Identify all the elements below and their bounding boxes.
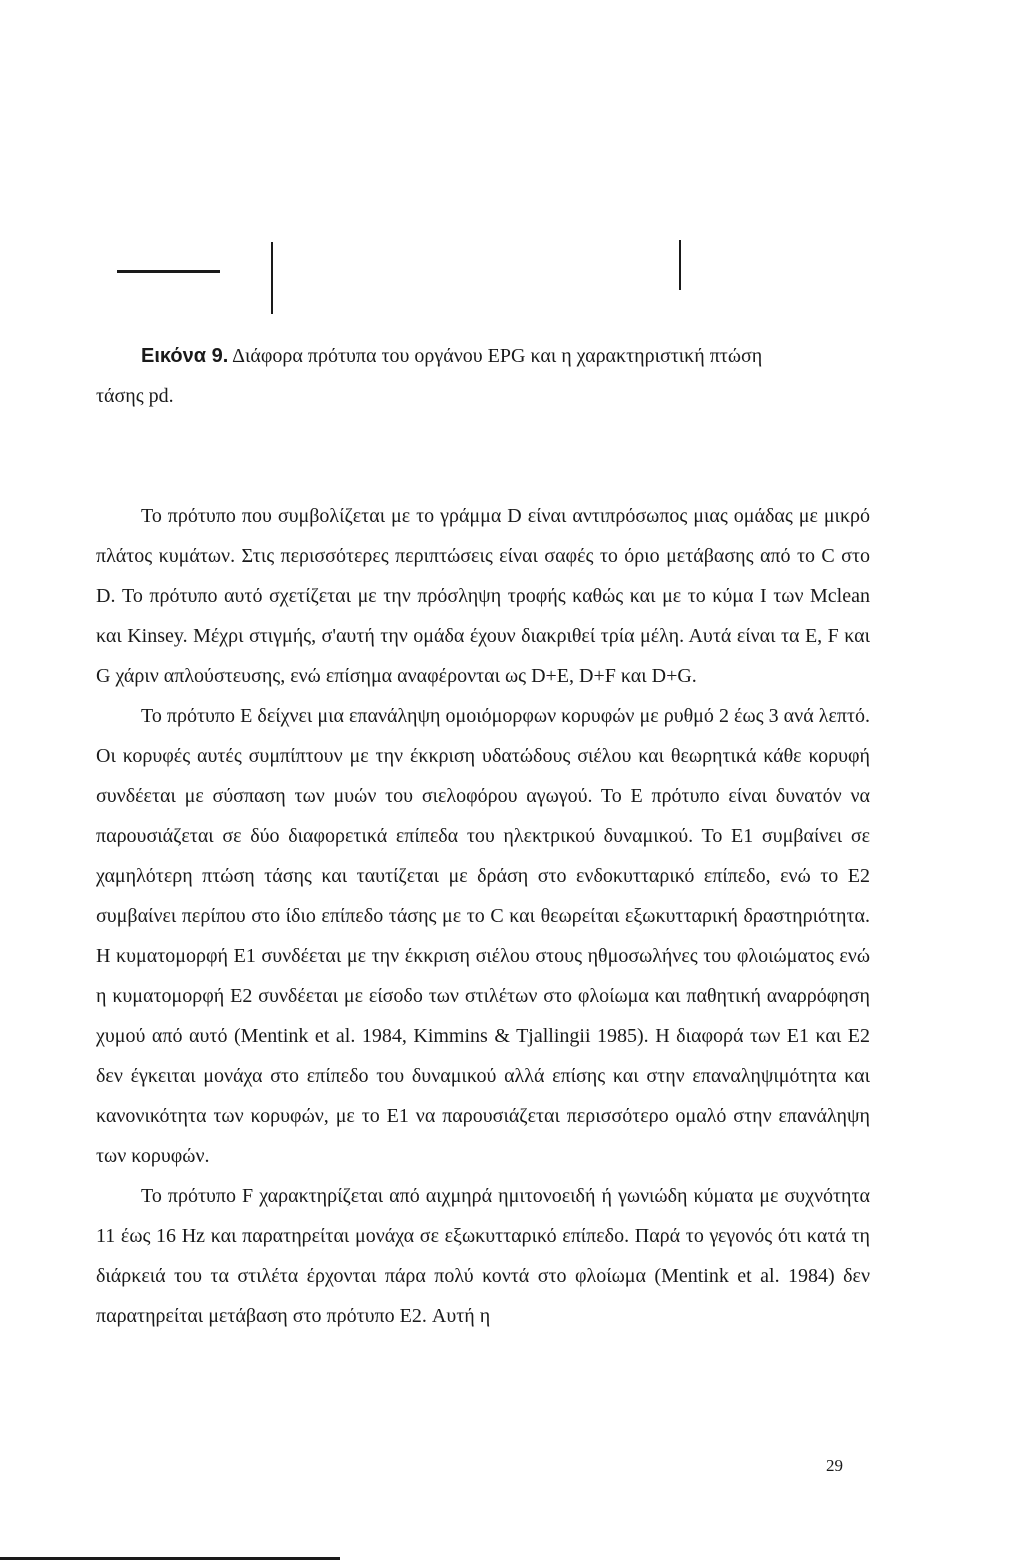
caption-first-line [96,336,870,376]
paragraph-d-pattern: Το πρότυπο που συμβολίζεται με το γράμμα D είναι αντιπρόσωπος μιας ομάδας με μικρό πλάτος κυμάτων. Στις περισσότερες περιπτώσεις είναι σαφές το όριο μετάβασης από το C στο D. Το πρότυπο αυτό σχετίζεται με την πρόσληψη τροφής καθώς και με το κύμα I των Mclean και Kinsey. Μέχρι στιγμής, σ'αυτή την ομάδα έχουν διακριθεί τρία μέλη. Αυτά είναι τα E, F και G χάριν απλούστευσης, ενώ επίσημα αναφέρονται ως D+E, D+F και D+G. [96,505,870,687]
figure-remnant-line-left [271,242,273,314]
figure-remnant-dash [117,270,220,273]
paragraph-e-pattern: Το πρότυπο E δείχνει μια επανάληψη ομοιόμορφων κορυφών με ρυθμό 2 έως 3 ανά λεπτό. Οι κορυφές αυτές συμπίπτουν με την έκκριση υδατώδους σιέλου και θεωρητικά κάθε κορυφή συνδέεται με σύσπαση των μυών του σιελοφόρου αγωγού. Το E πρότυπο είναι δυνατόν να παρουσιάζεται σε δύο διαφορετικά επίπεδα του ηλεκτρικού δυναμικού. Το E1 συμβαίνει σε χαμηλότερη πτώση τάσης και ταυτίζεται με δράση στο ενδοκυτταρικό επίπεδο, ενώ το E2 συμβαίνει περίπου στο ίδιο επίπεδο τάσης με το C και θεωρείται εξωκυτταρική δραστηριότητα. Η κυματομορφή E1 συνδέεται με την έκκριση σιέλου στους ηθμοσωλήνες του φλοιώματος ενώ η κυματομορφή E2 συνδέεται με είσοδο των στιλέτων στο φλοίωμα και παθητική αναρρόφηση χυμού από αυτό (Mentink et al. 1984, Kimmins & Tjallingii 1985). Η διαφορά των E1 και E2 δεν έγκειται μονάχα στο επίπεδο του δυναμικού αλλά επίσης και στην επαναληψιμότητα και κανονικότητα των κορυφών, με το E1 να παρουσιάζεται περισσότερο ομαλό στην επανάληψη των κορυφών. [96,705,870,1167]
figure-caption [96,336,870,416]
caption-continuation: τάσης pd. [96,385,174,407]
page-number: 29 [826,1456,843,1475]
paragraph-f-pattern: Το πρότυπο F χαρακτηρίζεται από αιχμηρά ημιτονοειδή ή γωνιώδη κύματα με συχνότητα 11 έως 16 Hz και παρατηρείται μονάχα σε εξωκυτταρικό επίπεδο. Παρά το γεγονός ότι κατά τη διάρκειά του τα στιλέτα έρχονται πάρα πολύ κοντά στο φλοίωμα (Mentink et al. 1984) δεν παρατηρείται μετάβαση στο πρότυπο E2. Αυτή η [96,1185,870,1327]
figure-remnant-line-right [679,240,681,290]
body-text [96,496,870,1336]
caption-text: Διάφορα πρότυπα του οργάνου EPG και η χαρακτηριστική πτώση [228,345,763,367]
caption-label: Εικόνα 9. [141,345,229,367]
